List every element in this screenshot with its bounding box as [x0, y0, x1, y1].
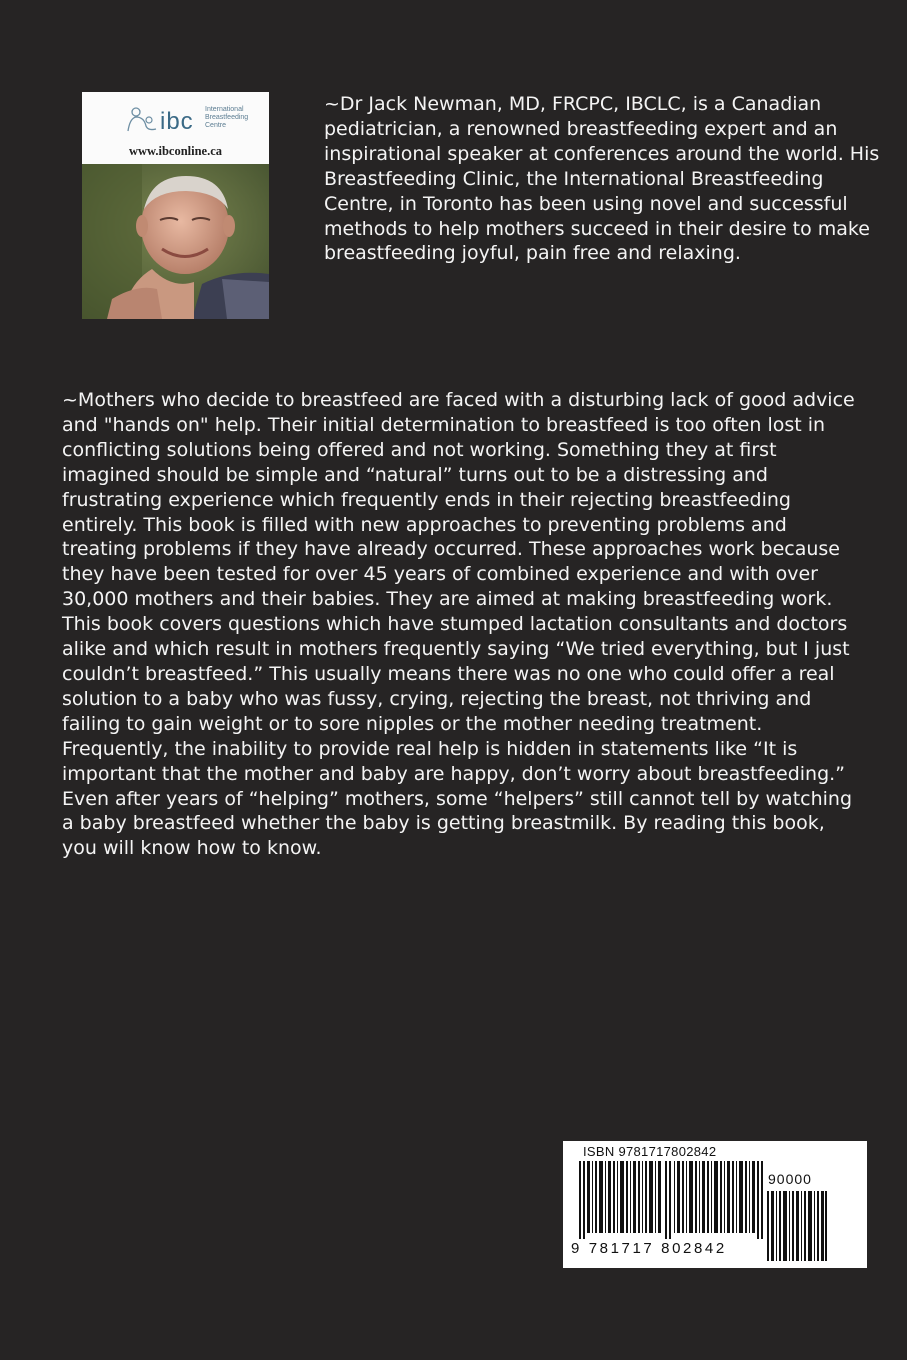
website-url: www.ibconline.ca: [128, 144, 223, 158]
addon-barcode-bars: [767, 1191, 827, 1261]
book-description: [62, 388, 862, 861]
ibc-logo-mark: ibc: [160, 108, 194, 135]
isbn-digits: 9 781717 802842: [571, 1240, 727, 1257]
price-code: 90000: [768, 1171, 812, 1187]
isbn-barcode: [563, 1141, 867, 1268]
description-paragraph-1: ~Mothers who decide to breastfeed are faced with a disturbing lack of good advice and "hands on" help. Their initial determination to breastfeed is too often lost in conflicting solutions being offered and not working. Something they at first imagined should be simple and “natural” turns out to be a distressing and frustrating experience which frequently ends in their rejecting breastfeeding entirely. This book is filled with new approaches to preventing problems and treating problems if they have already occurred. These approaches work because they have been tested for over 45 years of combined experience and with over 30,000 mothers and their babies. They are aimed at making breastfeeding work.: [62, 389, 855, 611]
ean-barcode-bars: [579, 1161, 763, 1239]
description-paragraph-3: Even after years of “helping” mothers, some “helpers” still cannot tell by watching a baby breastfeed whether the baby is getting breastmilk. By reading this book, you will know how to know.: [62, 787, 853, 860]
author-bio: ~Dr Jack Newman, MD, FRCPC, IBCLC, is a Canadian pediatrician, a renowned breastfeeding expert and an inspirational speaker at conferences around the world. His Breastfeeding Clinic, the International Breastfeeding Centre, in Toronto has been using novel and successful methods to help mothers succeed in their desire to make breastfeeding joyful, pain free and relaxing.: [324, 93, 880, 265]
isbn-label: ISBN 9781717802842: [583, 1144, 717, 1159]
description-paragraph-2: This book covers questions which have stumped lactation consultants and doctors alike and which result in mothers frequently saying “We tried everything, but I just couldn’t breastfeed.” This usually means there was no one who could offer a real solution to a baby who was fussy, crying, rejecting the breast, not thriving and failing to gain weight or to sore nipples or the mother needing treatment. Frequently, the inability to provide real help is hidden in statements like “It is important that the mother and baby are happy, don’t worry about breastfeeding.”: [62, 613, 850, 785]
author-photo-card: [82, 92, 269, 319]
ibc-logo-subtitle: International Breastfeeding Centre: [205, 106, 249, 129]
author-portrait: [82, 164, 269, 319]
mother-baby-icon: [122, 106, 162, 132]
ibc-logo: [82, 92, 269, 164]
